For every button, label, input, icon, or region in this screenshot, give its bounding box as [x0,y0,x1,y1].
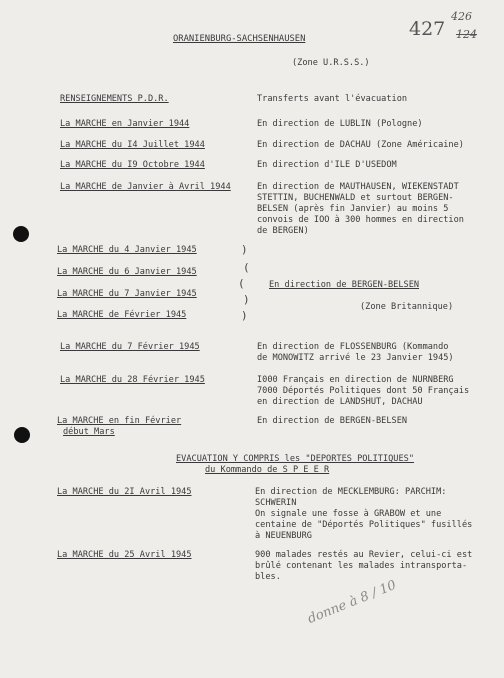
destination-line: brûlé contenant les malades intransporta- [255,561,468,571]
destination-line: On signale une fosse à GRABOW et une [255,509,442,519]
brace-mark: ( [238,277,245,290]
brace-mark: ( [243,261,250,274]
destination-line: STETTIN, BUCHENWALD et surtout BERGEN- [257,193,454,203]
destination-entry: En direction d'ILE D'USEDOM [257,160,397,170]
column-heading-left: RENSEIGNEMENTS P.D.R. [60,94,169,104]
handwritten-ref-top: 426 [451,10,472,23]
destination-line: SCHWERIN [255,498,297,508]
march-entry: La MARCHE du 7 Février 1945 [60,342,200,352]
destination-entry: En direction de BERGEN-BELSEN [269,280,420,290]
destination-line: de BERGEN) [257,226,309,236]
punch-hole [14,427,30,443]
march-entry: La MARCHE en fin Février [57,416,182,426]
section-heading-sub: du Kommando de S P E E R [205,465,330,475]
destination-line: En direction de FLOSSENBURG (Kommando [257,342,449,352]
destination-entry: En direction de DACHAU (Zone Américaine) [257,140,464,150]
destination-line: bles. [255,572,281,582]
punch-hole [13,226,29,242]
page-number: 427 [409,18,446,40]
zone-label: (Zone Britannique) [360,302,454,312]
destination-line: En direction de MECKLEMBURG: PARCHIM: [255,487,447,497]
march-entry: La MARCHE du I9 Octobre 1944 [60,160,205,170]
destination-line: convois de IOO à 300 hommes en direction [257,215,464,225]
document-subtitle: (Zone U.R.S.S.) [292,58,370,68]
march-entry: La MARCHE du 6 Janvier 1945 [57,267,197,277]
destination-line: En direction de MAUTHAUSEN, WIEKENSTADT [257,182,459,192]
brace-mark: ) [241,243,248,256]
column-heading-right: Transferts avant l'évacuation [257,94,408,104]
brace-mark: ) [243,293,250,306]
destination-line: 900 malades restés au Revier, celui-ci est [255,550,473,560]
march-entry: La MARCHE du I4 Juillet 1944 [60,140,205,150]
destination-line: de MONOWITZ arrivé le 23 Janvier 1945) [257,353,454,363]
section-heading: EVACUATION Y COMPRIS les "DEPORTES POLITIQUES" [176,454,414,464]
destination-line: centaine de "Déportés Politiques" fusillés [255,520,473,530]
document-title: ORANIENBURG-SACHSENHAUSEN [173,34,306,44]
march-entry: La MARCHE du 4 Janvier 1945 [57,245,197,255]
march-entry: La MARCHE de Février 1945 [57,310,187,320]
march-entry: La MARCHE du 25 Avril 1945 [57,550,192,560]
destination-entry: En direction de BERGEN-BELSEN [257,416,408,426]
march-entry: La MARCHE de Janvier à Avril 1944 [60,182,231,192]
march-entry: La MARCHE du 28 Février 1945 [60,375,205,385]
destination-entry: En direction de LUBLIN (Pologne) [257,119,423,129]
brace-mark: ) [241,309,248,322]
destination-line: BELSEN (après fin Janvier) au moins 5 [257,204,449,214]
destination-line: à NEUENBURG [255,531,312,541]
destination-line: 7000 Déportés Politiques dont 50 Français [257,386,470,396]
handwritten-ref-crossed: 124 [456,28,477,41]
march-entry: La MARCHE en Janvier 1944 [60,119,190,129]
march-entry: La MARCHE du 2I Avril 1945 [57,487,192,497]
destination-line: I000 Français en direction de NURNBERG [257,375,454,385]
pencil-annotation: donne à 8 / 10 [305,577,399,627]
march-entry: début Mars [63,427,115,437]
march-entry: La MARCHE du 7 Janvier 1945 [57,289,197,299]
destination-line: en direction de LANDSHUT, DACHAU [257,397,423,407]
